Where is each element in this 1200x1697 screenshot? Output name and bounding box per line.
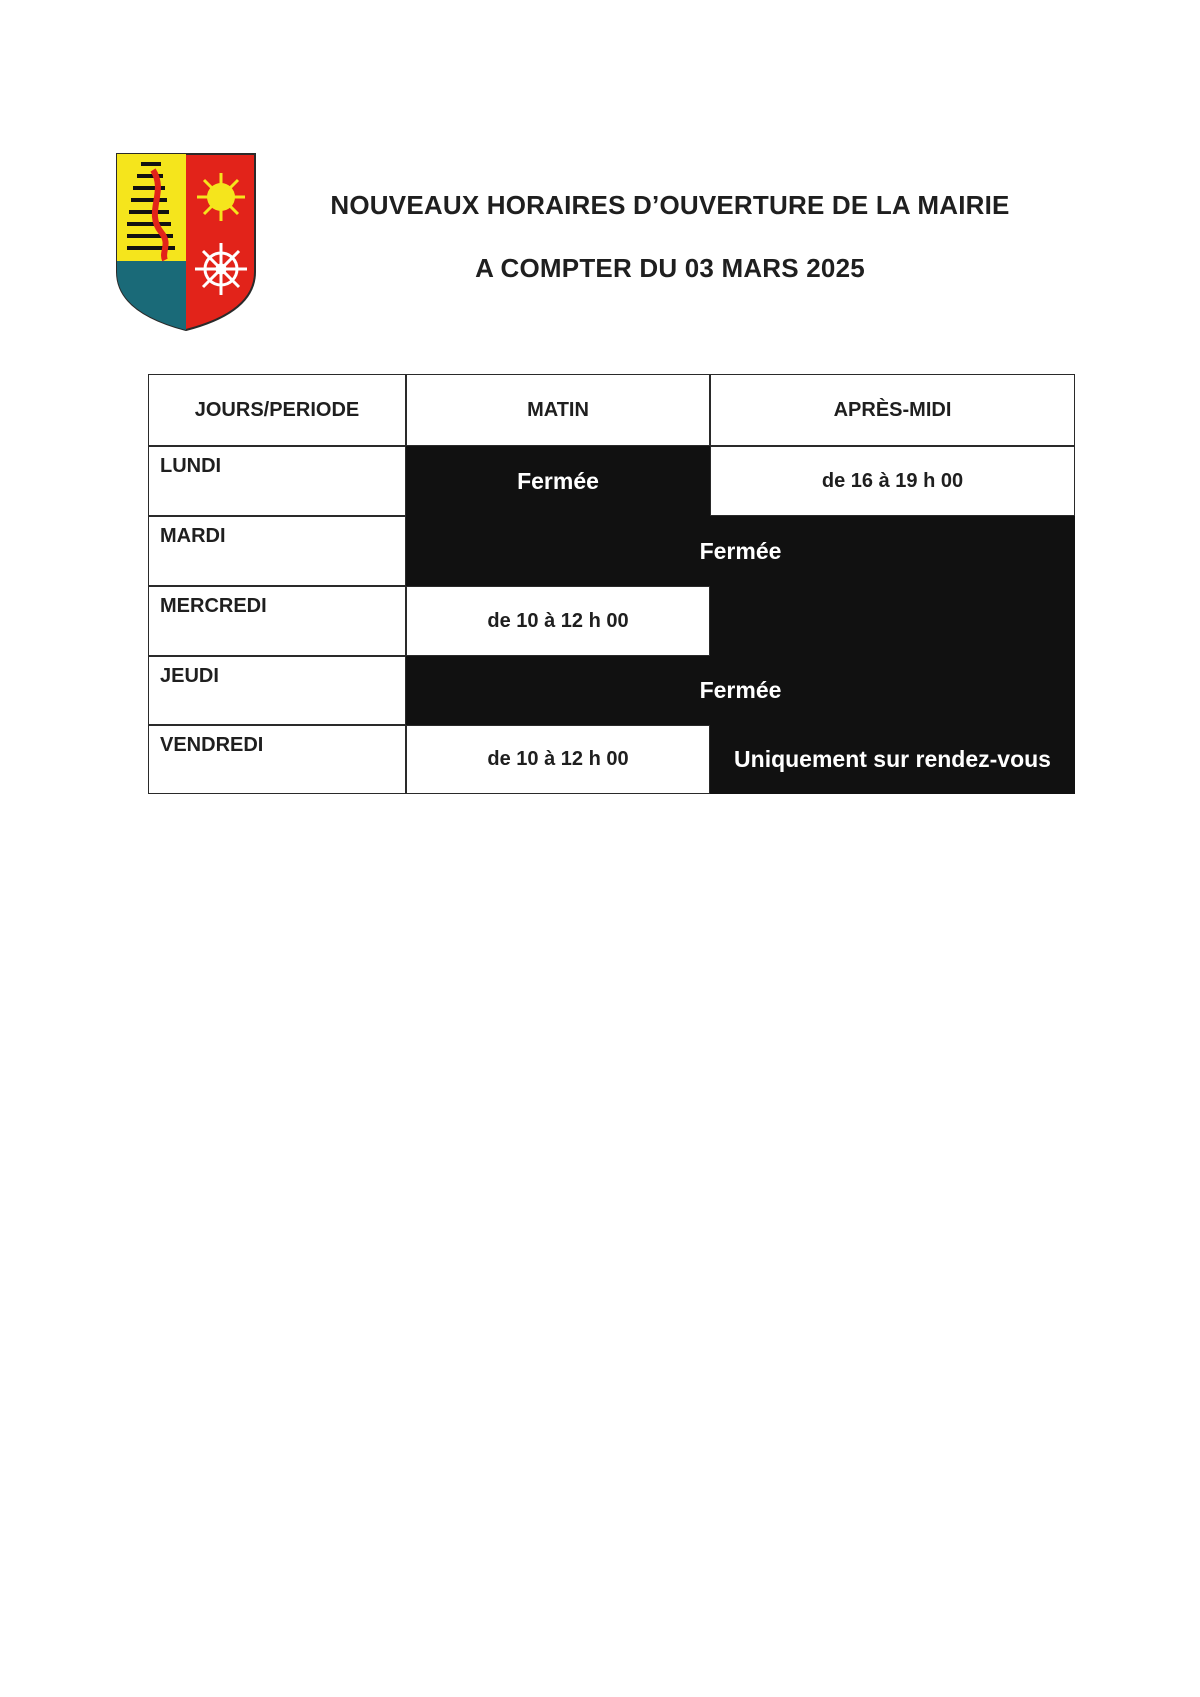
day-cell-vendredi: VENDREDI [148,725,406,794]
page-subtitle: A COMPTER DU 03 MARS 2025 [475,253,865,283]
slot-jeudi-closed: Fermée [406,656,1075,725]
day-cell-lundi: LUNDI [148,446,406,516]
slot-mercredi-afternoon [710,586,1075,656]
slot-vendredi-afternoon: Uniquement sur rendez-vous [710,725,1075,794]
column-header-afternoon: APRÈS-MIDI [710,374,1075,446]
coat-of-arms-icon [115,152,257,332]
day-cell-mercredi: MERCREDI [148,586,406,656]
column-header-days: JOURS/PERIODE [148,374,406,446]
column-header-morning: MATIN [406,374,710,446]
slot-lundi-morning: Fermée [406,446,710,516]
slot-vendredi-morning: de 10 à 12 h 00 [406,725,710,794]
schedule-table [148,374,1075,794]
day-cell-jeudi: JEUDI [148,656,406,725]
slot-mercredi-morning: de 10 à 12 h 00 [406,586,710,656]
slot-lundi-afternoon: de 16 à 19 h 00 [710,446,1075,516]
page-title: NOUVEAUX HORAIRES D’OUVERTURE DE LA MAIRIE [330,190,1010,220]
slot-mardi-closed: Fermée [406,516,1075,586]
day-cell-mardi: MARDI [148,516,406,586]
